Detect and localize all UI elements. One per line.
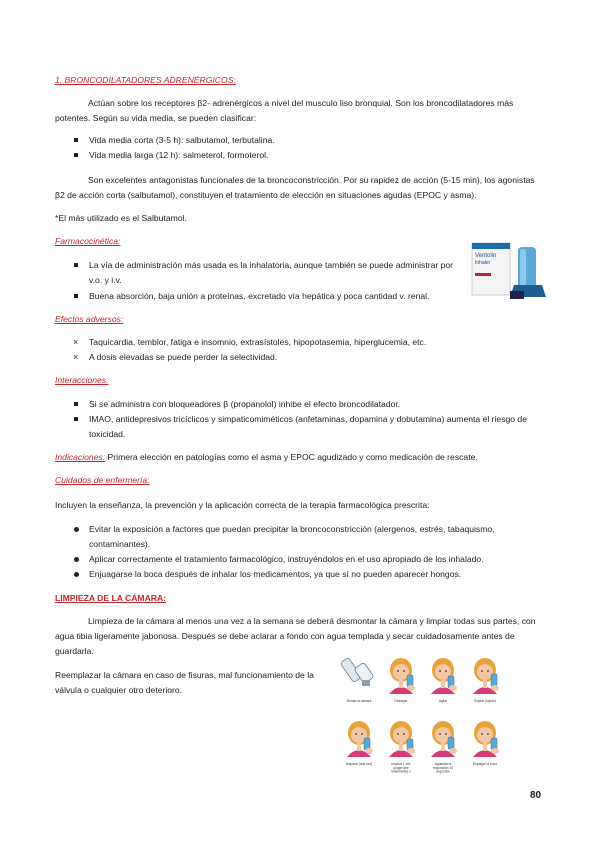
inhaler-step-3 <box>431 658 457 703</box>
inhaler-steps-illustration <box>338 650 506 776</box>
list-item: Buena absorción, baja unión a proteínas, excretado vía hepática y poca cantidad v. renal. <box>72 289 467 304</box>
step-label: Enjuagar la boca <box>473 762 497 766</box>
intro-paragraph: Actúan sobre los receptores β2- adrenérgicos a nivel del musculo liso bronquial. Son los broncodilatadores más potentes. Según su vida media, se pueden clasificar: <box>55 98 514 123</box>
inhaler-step-5 <box>346 721 373 766</box>
step-label: Disparar (una vez) <box>345 762 373 766</box>
step-label: Espirar (soplar) <box>474 699 496 703</box>
list-item: Enjuagarse la boca después de inhalar los medicamentos, ya que sí no pueden aparecer hongos. <box>72 567 542 582</box>
list-item: × A dosis elevadas se puede perder la selectividad. <box>72 350 542 365</box>
farmacocinetica-list <box>72 258 467 304</box>
list-item: Evitar la exposición a factores que puedan precipitar la broncoconstricción (alergenos, estrés, tabaquismo, contaminantes). <box>72 522 542 552</box>
list-item: IMAO, antidepresivos tricíclicos y simpaticomiméticos (anfetaminas, dopamina y dobutamina) aumenta el riesgo de toxicidad. <box>72 412 542 442</box>
list-item: Si se administra con bloqueadores β (propanolol) inhibe el efecto broncodilatador. <box>72 397 542 412</box>
list-item: × Taquicardia, temblor, fatiga e insomnio, extrasístoles, hipopotasemia, hiperglucemia, etc. <box>72 335 542 350</box>
indicaciones-heading: Indicaciones: <box>55 452 106 462</box>
antagonists-paragraph: Son excelentes antagonistas funcionales de la broncoconstricción. Por su rapidez de acción (5-15 min), los agonistas β2 de acción corta (salbutamol), constituyen el tratamiento de elección en situaciones agudas (EPOC y asma). <box>55 175 535 200</box>
inhaler-brand: Ventolin <box>475 253 497 259</box>
inhaler-step-6 <box>389 721 415 774</box>
limpieza-paragraph: Limpieza de la cámara al menos una vez a la semana se deberá desmontar la cámara y limpiar todas sus partes, con agua tibia ligeramente jabonosa. Después se debe aclarar a fondo con agua templada y secar cuidadosamente antes de guardarla. <box>55 616 536 656</box>
efectos-adversos-heading: Efectos adversos: <box>55 314 124 324</box>
step-label: Destapar <box>394 699 408 703</box>
cuidados-list <box>72 522 542 582</box>
farmacocinetica-heading: Farmacocinética: <box>55 236 121 246</box>
note-text: *El más utilizado es el Salbutamol. <box>55 213 187 223</box>
indicaciones-paragraph <box>55 450 545 465</box>
efectos-adversos-list <box>72 335 542 365</box>
reemplazo-paragraph: Reemplazar la cámara en caso de fisuras, mal funcionamiento de la válvula o cualquier otro deterioro. <box>55 670 314 695</box>
page-number: 80 <box>530 790 542 801</box>
cuidados-intro: Incluyen la enseñanza, la prevención y la aplicación correcta de la terapia farmacológica prescrita: <box>55 500 430 510</box>
list-item: Aplicar correctamente el tratamiento farmacológico, instruyéndolos en el uso apropiado de los inhalado. <box>72 552 542 567</box>
list-item: Vida media larga (12 h): salmeterol, formoterol. <box>72 148 542 163</box>
inhaler-step-8 <box>473 721 499 766</box>
list-item: Vida media corta (3-5 h): salbutamol, terbutalina. <box>72 133 542 148</box>
inhaler-step-4 <box>473 658 499 703</box>
interacciones-list <box>72 397 542 442</box>
step-label: Montar la cámara <box>346 699 372 703</box>
step-label: Agitar <box>438 699 448 703</box>
inhaler-step-2 <box>389 658 415 703</box>
cuidados-heading: Cuidados de enfermería: <box>55 475 150 485</box>
step-label: Aguantar la respiración 10 segundos <box>432 762 454 774</box>
classification-list <box>72 133 542 163</box>
limpieza-heading: LIMPIEZA DE LA CÁMARA: <box>55 593 167 603</box>
list-item: La vía de administración más usada es la inhalatoria, aunque también se puede administrar por v.o. y i.v. <box>72 258 467 288</box>
interacciones-heading: Interacciones: <box>55 375 109 385</box>
inhaler-sub: Inhaler <box>475 260 491 266</box>
inhaler-step-1 <box>340 657 374 703</box>
inhaler-image <box>470 239 550 303</box>
step-label: Inspirar 1 vez (coger aire lentamente) o <box>391 762 411 774</box>
inhaler-step-7 <box>431 721 457 774</box>
indicaciones-text: Primera elección en patologías como el asma y EPOC agudizado y como medicación de rescate. <box>105 452 478 462</box>
section-title: 1. BRONCODILATADORES ADRENÉRGICOS: <box>55 75 236 85</box>
